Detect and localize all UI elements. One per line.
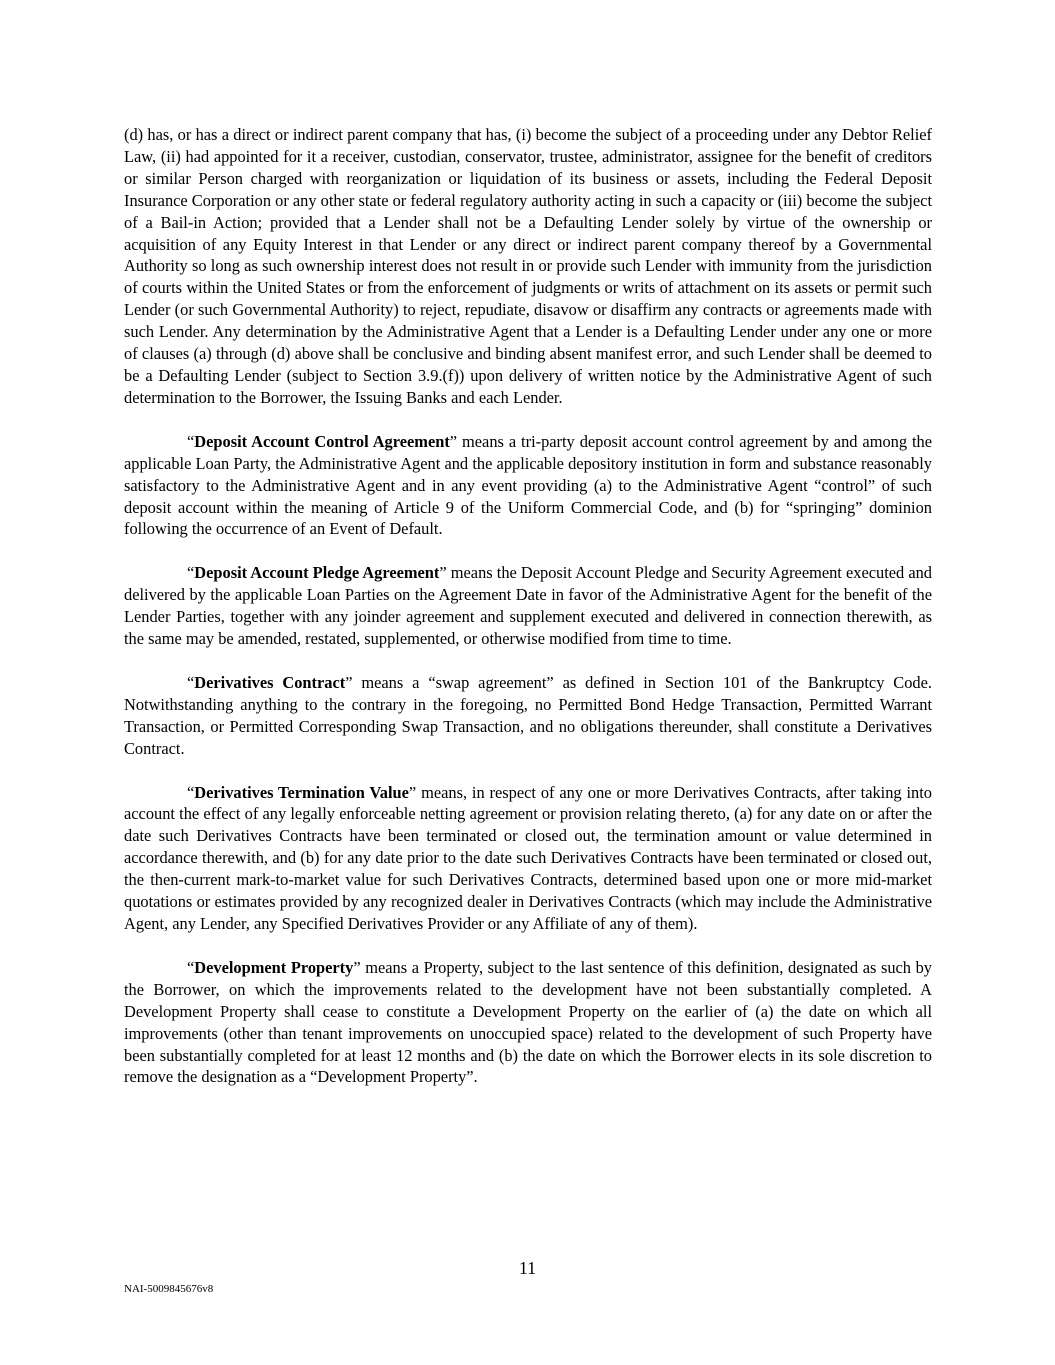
open-quote: “ bbox=[187, 563, 195, 583]
definition-text: ” means a “swap agreement” as defined in Section 101 of the Bankruptcy Code. Notwithstanding anything to the contrary in the foregoing, no Permitted Bond Hedge Transaction, Permitted Warrant Transaction, or Permitted Corresponding Swap Transaction, and no obligations thereunder, shall constitute a Derivatives Contract. bbox=[124, 672, 932, 758]
definition-text: ” means the Deposit Account Pledge and Security Agreement executed and delivered by the applicable Loan Parties on the Agreement Date in favor of the Administrative Agent for the benefit of the Lender Parties, together with any joinder agreement and supplement executed and delivered in connection therewith, as the same may be amended, restated, supplemented, or otherwise modified from time to time. bbox=[124, 563, 932, 649]
definition-deposit-account-control-agreement bbox=[124, 431, 932, 541]
open-quote: “ bbox=[187, 957, 195, 977]
open-quote: “ bbox=[187, 782, 195, 802]
open-quote: “ bbox=[187, 431, 195, 451]
defined-term: Deposit Account Control Agreement bbox=[194, 431, 450, 451]
definition-development-property bbox=[124, 957, 932, 1088]
definition-text: ” means a Property, subject to the last sentence of this definition, designated as such by the Borrower, on which the improvements related to the development have not been substantially completed. A Development Property shall cease to constitute a Development Property on the earlier of (a) the date on which all improvements (other than tenant improvements on unoccupied space) related to the development of such Property have been substantially completed for at least 12 months and (b) the date on which the Borrower elects in its sole discretion to remove the designation as a “Development Property”. bbox=[124, 957, 932, 1087]
page-number: 11 bbox=[518, 1258, 537, 1278]
paragraph-text: (d) has, or has a direct or indirect parent company that has, (i) become the subject of a proceeding under any Debtor Relief Law, (ii) had appointed for it a receiver, custodian, conservator, trustee, administrator, assignee for the benefit of creditors or similar Person charged with reorganization or liquidation of its business or assets, including the Federal Deposit Insurance Corporation or any other state or federal regulatory authority acting in such a capacity or (iii) become the subject of a Bail-in Action; provided that a Lender shall not be a Defaulting Lender solely by virtue of the ownership or acquisition of any Equity Interest in that Lender or any direct or indirect parent company thereof by a Governmental Authority so long as such ownership interest does not result in or provide such Lender with immunity from the jurisdiction of courts within the United States or from the enforcement of judgments or writs of attachment on its assets or permit such Lender (or such Governmental Authority) to reject, repudiate, disavow or disaffirm any contracts or agreements made with such Lender. Any determination by the Administrative Agent that a Lender is a Defaulting Lender under any one or more of clauses (a) through (d) above shall be conclusive and binding absent manifest error, and such Lender shall be deemed to be a Defaulting Lender (subject to Section 3.9.(f)) upon delivery of written notice by the Administrative Agent of such determination to the Borrower, the Issuing Banks and each Lender. bbox=[124, 125, 932, 407]
paragraph-defaulting-lender-continuation bbox=[124, 124, 932, 409]
definition-derivatives-termination-value bbox=[124, 782, 932, 935]
defined-term: Development Property bbox=[194, 957, 354, 977]
defined-term: Derivatives Contract bbox=[194, 672, 346, 692]
definition-deposit-account-pledge-agreement bbox=[124, 562, 932, 650]
defined-term: Derivatives Termination Value bbox=[194, 782, 409, 802]
definition-text: ” means a tri-party deposit account control agreement by and among the applicable Loan Party, the Administrative Agent and the applicable depository institution in form and substance reasonably satisfactory to the Administrative Agent and in any event providing (a) to the Administrative Agent “control” of such deposit account within the meaning of Article 9 of the Uniform Commercial Code, and (b) for “springing” dominion following the occurrence of an Event of Default. bbox=[124, 431, 932, 539]
definition-text: ” means, in respect of any one or more Derivatives Contracts, after taking into account the effect of any legally enforceable netting agreement or provision relating thereto, (a) for any date on or after the date such Derivatives Contracts have been terminated or closed out, the termination amount or value determined in accordance therewith, and (b) for any date prior to the date such Derivatives Contracts have been terminated or closed out, the then-current mark-to-market value for such Derivatives Contracts, determined based upon one or more mid-market quotations or estimates provided by any recognized dealer in Derivatives Contracts (which may include the Administrative Agent, any Lender, any Specified Derivatives Provider or any Affiliate of any of them). bbox=[124, 782, 932, 933]
document-body bbox=[124, 124, 932, 1110]
defined-term: Deposit Account Pledge Agreement bbox=[194, 563, 440, 583]
document-id: NAI-5009845676v8 bbox=[124, 1283, 214, 1295]
definition-derivatives-contract bbox=[124, 672, 932, 760]
open-quote: “ bbox=[187, 672, 195, 692]
